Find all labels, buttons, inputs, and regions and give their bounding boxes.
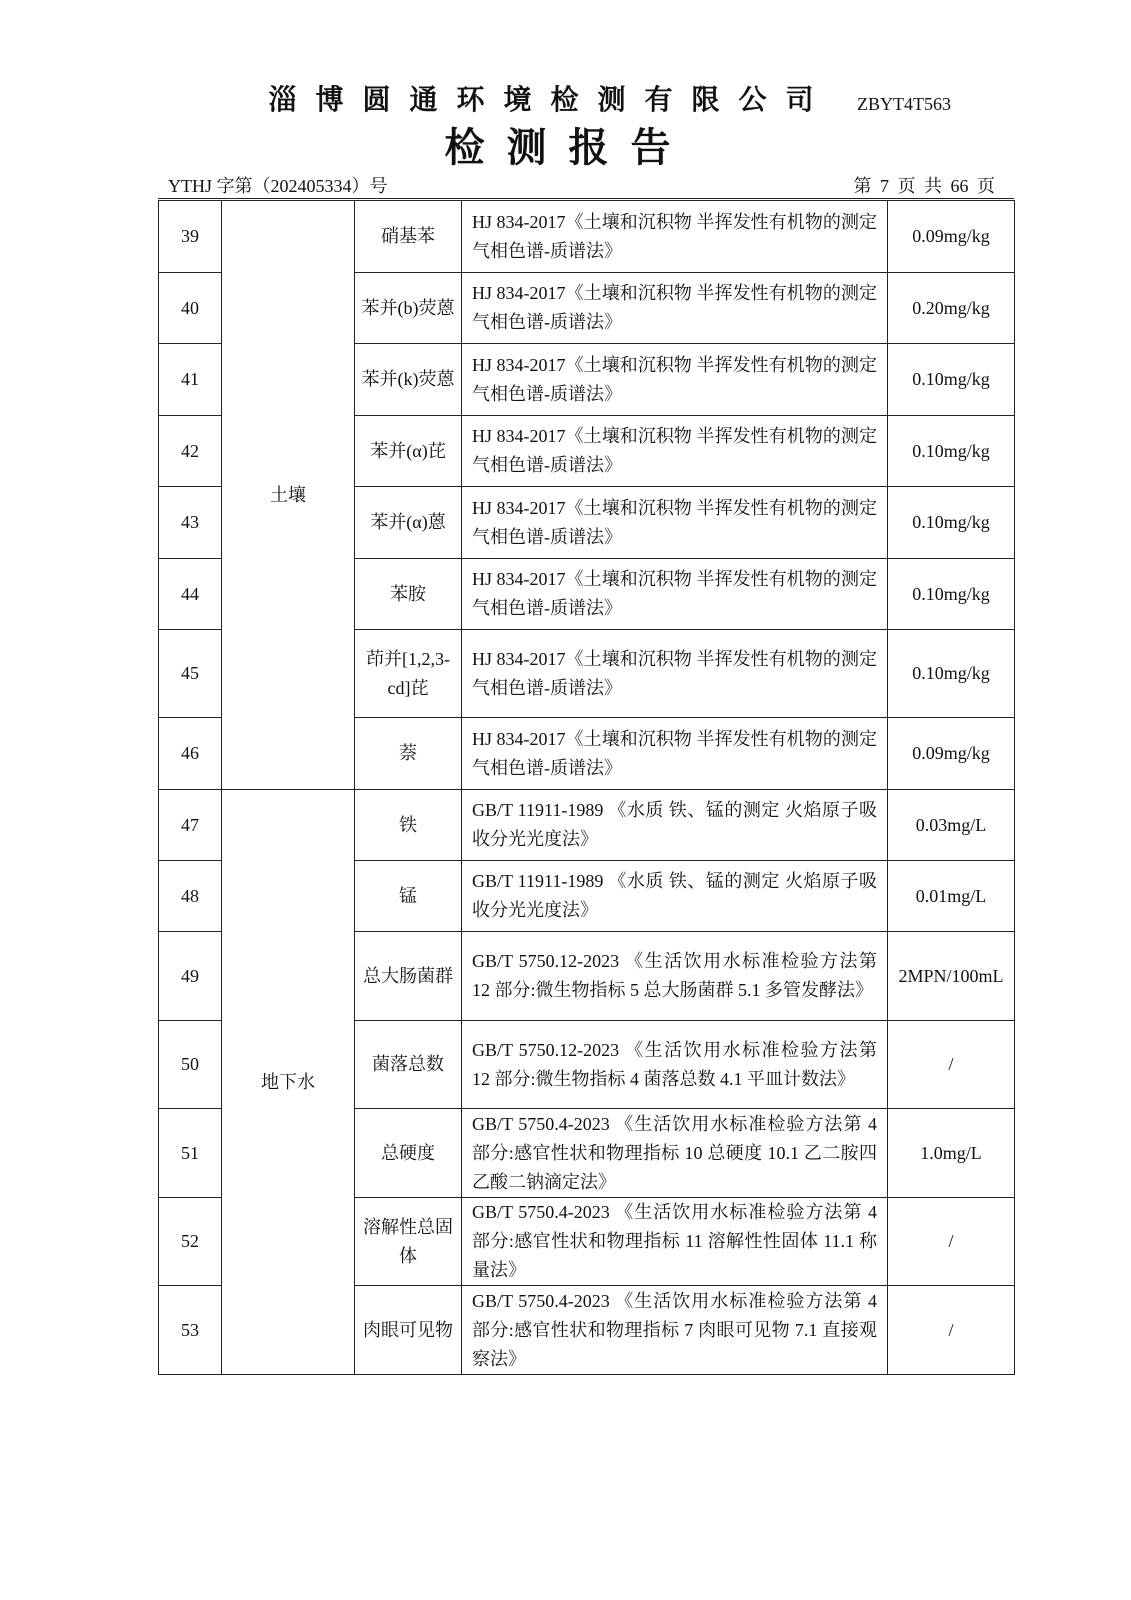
detection-limit: 0.01mg/L: [888, 861, 1015, 932]
test-item: 总大肠菌群: [355, 932, 462, 1021]
test-item: 苯并(b)荧蒽: [355, 273, 462, 344]
test-item: 苯并(k)荧蒽: [355, 344, 462, 416]
test-method: HJ 834-2017《土壤和沉积物 半挥发性有机物的测定 气相色谱-质谱法》: [462, 718, 888, 790]
test-item: 茚并[1,2,3-cd]芘: [355, 630, 462, 718]
detection-limit: 0.10mg/kg: [888, 559, 1015, 630]
row-number: 46: [159, 718, 222, 790]
row-number: 47: [159, 790, 222, 861]
detection-limit: /: [888, 1021, 1015, 1109]
report-code: ZBYT4T563: [857, 94, 951, 114]
table-row: [159, 201, 1015, 273]
document-number: YTHJ 字第（202405334）号: [168, 176, 388, 196]
page-number: 第 7 页 共 66 页: [853, 176, 995, 196]
table-row: [159, 790, 1015, 861]
test-method: GB/T 5750.4-2023 《生活饮用水标准检验方法第 4 部分:感官性状和物理指标 11 溶解性性固体 11.1 称量法》: [462, 1198, 888, 1286]
test-item: 硝基苯: [355, 201, 462, 273]
test-method: GB/T 5750.4-2023 《生活饮用水标准检验方法第 4 部分:感官性状和物理指标 10 总硬度 10.1 乙二胺四乙酸二钠滴定法》: [462, 1109, 888, 1198]
test-item: 溶解性总固体: [355, 1198, 462, 1286]
detection-limit: 0.10mg/kg: [888, 344, 1015, 416]
test-item: 萘: [355, 718, 462, 790]
row-number: 45: [159, 630, 222, 718]
detection-limit: 2MPN/100mL: [888, 932, 1015, 1021]
test-item: 铁: [355, 790, 462, 861]
test-method: HJ 834-2017《土壤和沉积物 半挥发性有机物的测定 气相色谱-质谱法》: [462, 559, 888, 630]
report-title: 检测报告: [444, 125, 693, 171]
test-method: GB/T 5750.12-2023 《生活饮用水标准检验方法第 12 部分:微生物指标 5 总大肠菌群 5.1 多管发酵法》: [462, 932, 888, 1021]
test-method: GB/T 11911-1989 《水质 铁、锰的测定 火焰原子吸收分光光度法》: [462, 861, 888, 932]
row-number: 53: [159, 1286, 222, 1375]
company-name: 淄博圆通环境检测有限公司: [268, 83, 833, 116]
detection-limit: 0.10mg/kg: [888, 416, 1015, 487]
row-number: 42: [159, 416, 222, 487]
detection-limit: 0.09mg/kg: [888, 718, 1015, 790]
row-number: 41: [159, 344, 222, 416]
category-cell: 地下水: [222, 790, 355, 1375]
detection-limit: 0.20mg/kg: [888, 273, 1015, 344]
test-method: GB/T 11911-1989 《水质 铁、锰的测定 火焰原子吸收分光光度法》: [462, 790, 888, 861]
test-method: GB/T 5750.4-2023 《生活饮用水标准检验方法第 4 部分:感官性状和物理指标 7 肉眼可见物 7.1 直接观察法》: [462, 1286, 888, 1375]
test-method: HJ 834-2017《土壤和沉积物 半挥发性有机物的测定 气相色谱-质谱法》: [462, 344, 888, 416]
test-method: HJ 834-2017《土壤和沉积物 半挥发性有机物的测定 气相色谱-质谱法》: [462, 630, 888, 718]
test-method: HJ 834-2017《土壤和沉积物 半挥发性有机物的测定 气相色谱-质谱法》: [462, 487, 888, 559]
test-item: 肉眼可见物: [355, 1286, 462, 1375]
test-item: 锰: [355, 861, 462, 932]
detection-limit: 0.09mg/kg: [888, 201, 1015, 273]
test-item: 苯并(α)蒽: [355, 487, 462, 559]
detection-limit: 0.10mg/kg: [888, 630, 1015, 718]
test-item: 菌落总数: [355, 1021, 462, 1109]
category-cell: 土壤: [222, 201, 355, 790]
row-number: 43: [159, 487, 222, 559]
test-item: 苯并(α)芘: [355, 416, 462, 487]
detection-limit: /: [888, 1198, 1015, 1286]
row-number: 50: [159, 1021, 222, 1109]
test-method: HJ 834-2017《土壤和沉积物 半挥发性有机物的测定 气相色谱-质谱法》: [462, 201, 888, 273]
detection-limit: /: [888, 1286, 1015, 1375]
detection-limit: 0.10mg/kg: [888, 487, 1015, 559]
row-number: 49: [159, 932, 222, 1021]
detection-limit: 1.0mg/L: [888, 1109, 1015, 1198]
row-number: 40: [159, 273, 222, 344]
test-method: HJ 834-2017《土壤和沉积物 半挥发性有机物的测定 气相色谱-质谱法》: [462, 416, 888, 487]
test-method: GB/T 5750.12-2023 《生活饮用水标准检验方法第 12 部分:微生物指标 4 菌落总数 4.1 平皿计数法》: [462, 1021, 888, 1109]
detection-limit: 0.03mg/L: [888, 790, 1015, 861]
test-method: HJ 834-2017《土壤和沉积物 半挥发性有机物的测定 气相色谱-质谱法》: [462, 273, 888, 344]
test-item: 总硬度: [355, 1109, 462, 1198]
row-number: 51: [159, 1109, 222, 1198]
row-number: 39: [159, 201, 222, 273]
row-number: 44: [159, 559, 222, 630]
header-rule: [158, 198, 1014, 199]
row-number: 48: [159, 861, 222, 932]
row-number: 52: [159, 1198, 222, 1286]
detection-methods-table: [158, 200, 1015, 1375]
test-item: 苯胺: [355, 559, 462, 630]
